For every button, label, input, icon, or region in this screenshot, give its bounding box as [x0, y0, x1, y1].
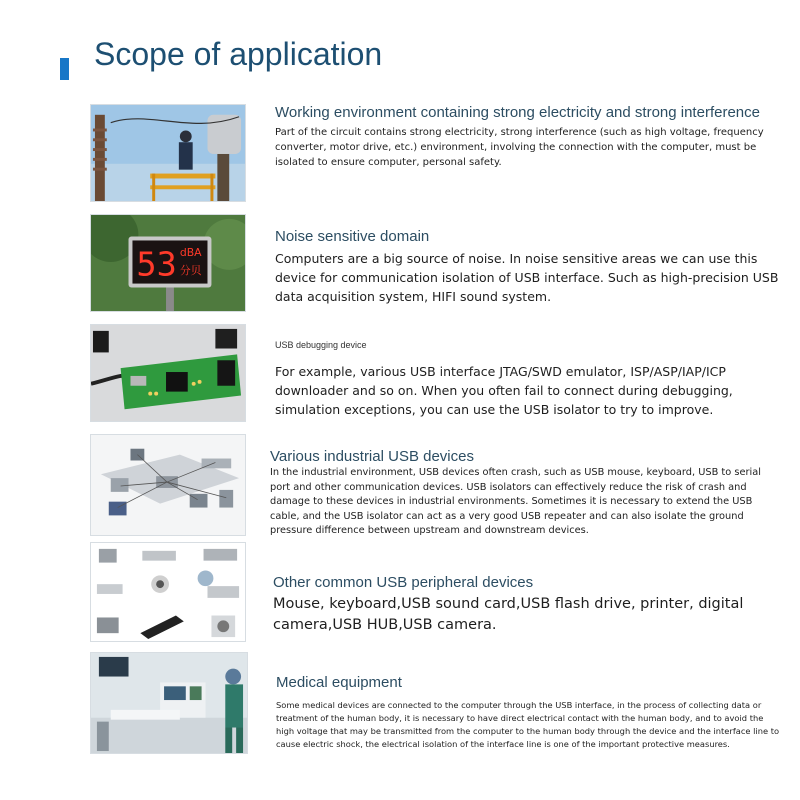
page-header: [60, 36, 760, 86]
display-unit: dBA: [179, 246, 202, 260]
item-description: In the industrial environment, USB devices often crash, such as USB mouse, keyboard, USB to serial port and other communication devices. USB isolators can effectively reduce the risk of crash and damage to these devices in industrial environments. Sometimes it is necessary to extend the USB cable, and the USB isolator can act as a very good USB repeater and can also isolate the ground pressure difference between upstream and downstream devices.: [270, 467, 761, 536]
page-title: Scope of application: [94, 36, 383, 72]
title-accent-bar: [60, 58, 69, 80]
item-title: Working environment containing strong electricity and strong interference: [275, 104, 760, 121]
item-description: Part of the circuit contains strong electricity, strong interference (such as high voltage, frequency converter, motor drive, etc.) environment, involving the connection with the computer, must be isolated to ensure computer, personal safety.: [275, 127, 764, 168]
electrical-worker-photo: [90, 104, 246, 202]
usb-debugger-board-photo: [90, 324, 246, 422]
item-title: Noise sensitive domain: [275, 228, 430, 245]
noise-meter-display: [90, 214, 246, 312]
display-label: 分贝: [179, 263, 202, 277]
item-title: Various industrial USB devices: [270, 448, 474, 465]
item-title: USB debugging device: [275, 340, 367, 350]
industrial-usb-diagram: [90, 434, 246, 536]
item-title: Medical equipment: [276, 674, 402, 691]
item-title: Other common USB peripheral devices: [273, 574, 534, 591]
display-number: 53: [136, 244, 177, 284]
usb-peripherals-collage: [90, 542, 246, 642]
item-description: Mouse, keyboard,USB sound card,USB flash drive, printer, digital camera,USB HUB,USB camera.: [273, 596, 744, 633]
item-description: For example, various USB interface JTAG/SWD emulator, ISP/ASP/IAP/ICP downloader and so on. When you often fail to connect during debugging, simulation exceptions, you can use the USB isolator to try to improve.: [275, 364, 733, 417]
item-description: Computers are a big source of noise. In noise sensitive areas we can use this device for communication isolation of USB interface. Such as high-precision USB data acquisition system, HIFI sound system.: [275, 251, 779, 304]
item-description: Some medical devices are connected to the computer through the USB interface, in the process of collecting data or treatment of the human body, it is necessary to have direct electrical contact with the human body, and to avoid the high voltage that may be transmitted from the computer to the human body through the device and the interface line to cause electric shock, the electrical isolation of the interface line is one of the important protective measures.: [276, 700, 780, 749]
medical-room-photo: [90, 652, 248, 754]
